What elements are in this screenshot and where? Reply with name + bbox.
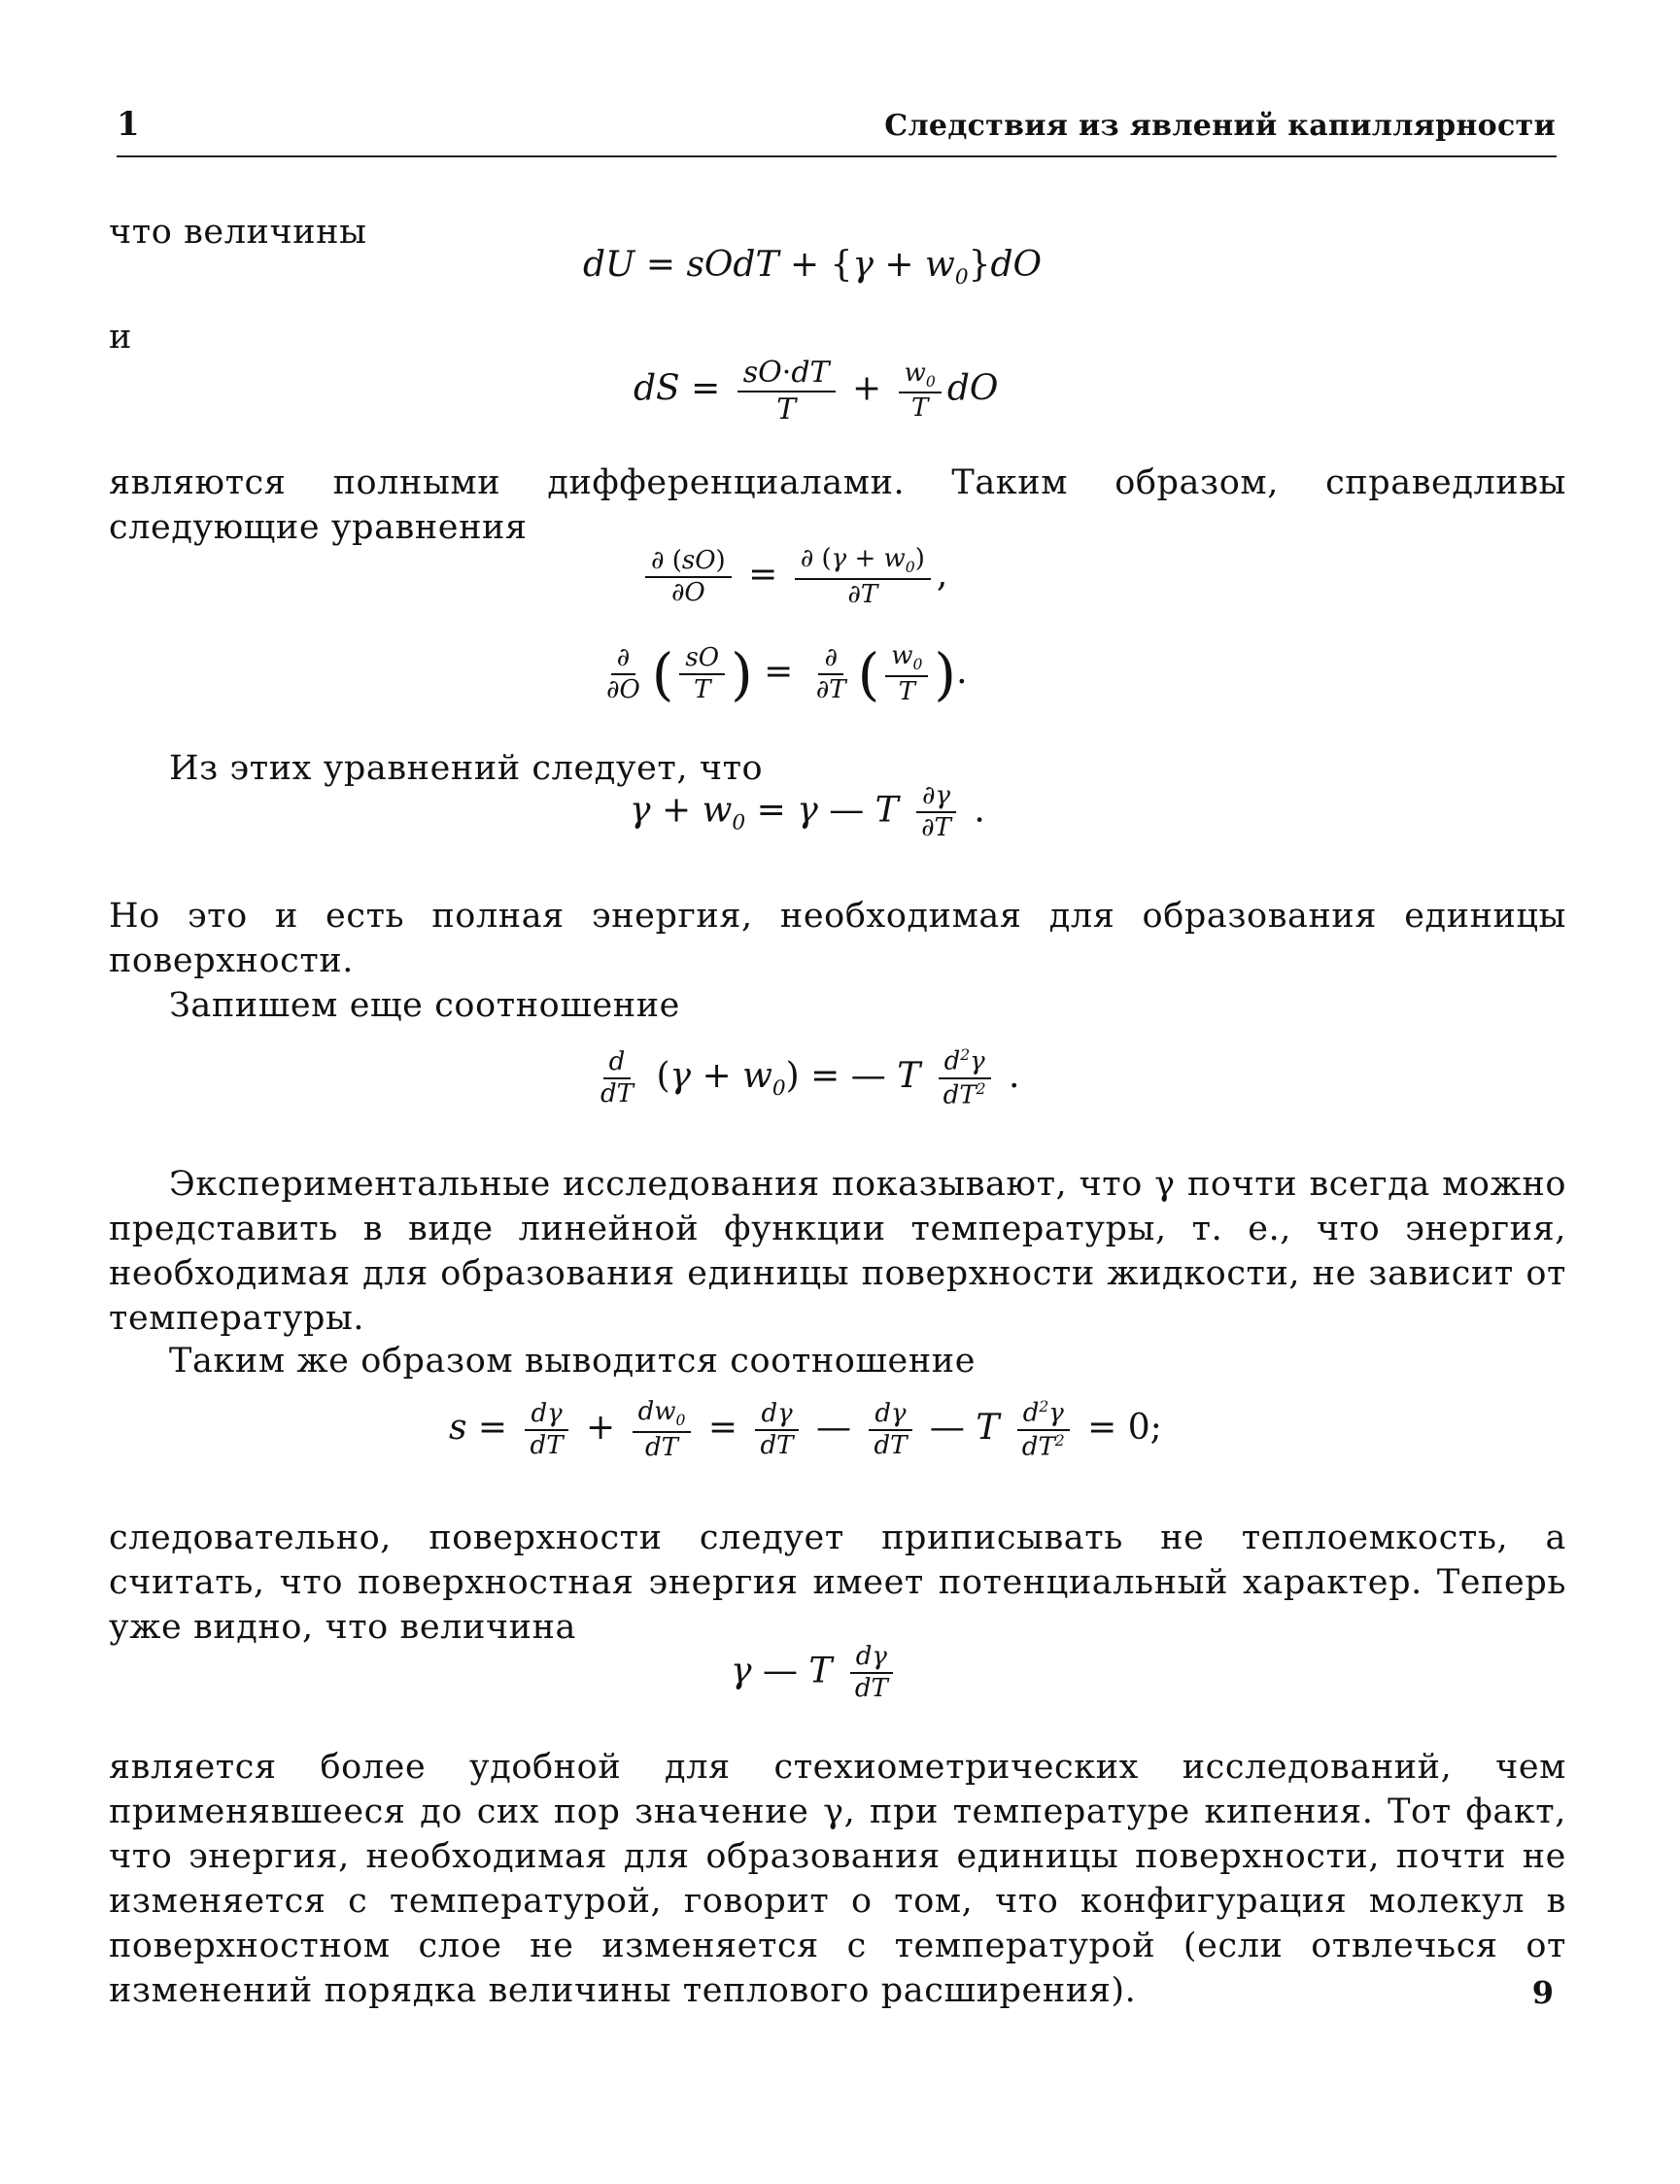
equation-gamma-minus: γ — T $\frac{d\gamma}{dT}$ — [731, 1644, 900, 1703]
paragraph-6: Запишем еще соотношение — [169, 986, 680, 1025]
equation-maxwell-2: $\frac{\partial}{\partial O}$ ( $\frac{sO}{T}$ ) = $\frac{\partial}{\partial T}$ ( $\frac{w_0}{T}$ ). — [606, 640, 968, 707]
paragraph-7: Экспериментальные исследования показывают, что γ почти всегда можно представить в виде линейной функции температуры, т. е., что энергия, необходимая для образования единицы поверхности жидкости, не зависит от температуры. — [109, 1165, 1566, 1338]
page-number: 9 — [1531, 1974, 1554, 2011]
equation-maxwell-1: $\frac{\partial (sO)}{\partial O}$ = $\frac{\partial (\gamma + w_0)}{\partial T}$ , — [639, 546, 947, 608]
equation-gamma-w0: $\gamma + w_0 = \gamma$ — T $\frac{\partial\gamma}{\partial T}$ . — [630, 781, 985, 843]
paragraph-3: являются полными дифференциалами. Таким образом, справедливы следующие уравнения — [109, 463, 1566, 547]
equation-dU: dU = sOdT + $\{\gamma + w_0\}dO$ — [583, 245, 1043, 290]
header-rule — [117, 155, 1557, 157]
chapter-number: 1 — [117, 105, 140, 144]
paragraph-5: Но это и есть полная энергия, необходимая для образования единицы поверхности. — [109, 897, 1566, 980]
paragraph-10: является более удобной для стехиометрических исследований, чем применявшееся до сих пор значение γ, при температуре кипения. Тот факт, что энергия, необходимая для образования единицы поверхности, почти не изменяется с температурой, говорит о том, что конфигурация молекул в поверхностном слое не изменяется с температурой (если отвлечься от изменений порядка величины теплового расширения). — [109, 1748, 1566, 2010]
equation-s: s = $\frac{d\gamma}{dT}$ + $\frac{dw_0}{dT}$ = $\frac{d\gamma}{dT}$ — $\frac{d\gamma}{dT}$ — T $\frac{d^2\gamma}{dT^2}$ = 0; — [449, 1397, 1162, 1462]
equation-d-dT: $\frac{d}{dT}$ $(\gamma + w_0)$ = — T $\frac{d^2\gamma}{dT^2}$ . — [600, 1046, 1020, 1110]
paragraph-8: Таким же образом выводится соотношение — [169, 1342, 977, 1381]
running-title: Следствия из явлений капиллярности — [884, 109, 1556, 143]
paragraph-9: следовательно, поверхности следует приписывать не теплоемкость, а считать, что поверхностная энергия имеет потенциальный характер. Теперь уже видно, что величина — [109, 1519, 1566, 1647]
equation-dS: dS = $\frac{sO\cdot dT}{T}$ + $\frac{w_0}{T}$ dO — [634, 356, 999, 427]
paragraph-2: и — [109, 318, 132, 357]
paragraph-1: что величины — [109, 213, 367, 252]
paragraph-4: Из этих уравнений следует, что — [169, 749, 764, 788]
